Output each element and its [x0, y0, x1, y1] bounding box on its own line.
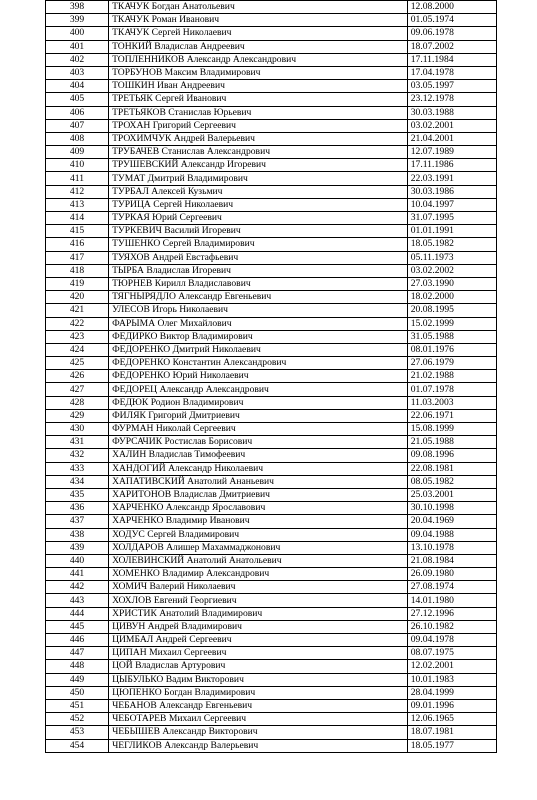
person-name: ХАНДОГИЙ Александр Николаевич [109, 462, 408, 475]
row-number: 406 [46, 106, 109, 119]
person-name: ЦИВУН Андрей Владимирович [109, 620, 408, 633]
person-name: ХАПАТИВСКИЙ Анатолий Ананьевич [109, 475, 408, 488]
row-number: 398 [46, 1, 109, 14]
row-number: 410 [46, 159, 109, 172]
person-name: ЧЕБОТАРЕВ Михаил Сергеевич [109, 713, 408, 726]
row-number: 445 [46, 620, 109, 633]
row-number: 428 [46, 396, 109, 409]
birth-date: 18.05.1982 [407, 238, 496, 251]
table-row [46, 515, 497, 528]
table-row [46, 699, 497, 712]
table-row [46, 185, 497, 198]
table-row [46, 80, 497, 93]
row-number: 424 [46, 343, 109, 356]
birth-date: 09.01.1996 [407, 699, 496, 712]
table-row [46, 304, 497, 317]
table-row [46, 93, 497, 106]
row-number: 434 [46, 475, 109, 488]
person-name: ТЯГНЫРЯДЛО Александр Евгеньевич [109, 291, 408, 304]
birth-date: 03.02.2001 [407, 119, 496, 132]
row-number: 405 [46, 93, 109, 106]
birth-date: 03.05.1997 [407, 80, 496, 93]
person-name: ЦЫБУЛЬКО Вадим Викторович [109, 673, 408, 686]
person-name: ХОЛЕВИНСКИЙ Анатолий Анатольевич [109, 554, 408, 567]
personnel-table [45, 0, 497, 753]
row-number: 447 [46, 647, 109, 660]
row-number: 418 [46, 264, 109, 277]
person-name: ТОРБУНОВ Максим Владимирович [109, 66, 408, 79]
birth-date: 17.11.1986 [407, 159, 496, 172]
row-number: 415 [46, 225, 109, 238]
birth-date: 23.12.1978 [407, 93, 496, 106]
birth-date: 08.07.1975 [407, 647, 496, 660]
person-name: ХАРЧЕНКО Александр Ярославович [109, 502, 408, 515]
table-row [46, 53, 497, 66]
row-number: 419 [46, 277, 109, 290]
birth-date: 22.03.1991 [407, 172, 496, 185]
person-name: ХОМИЧ Валерий Николаевич [109, 581, 408, 594]
table-row [46, 581, 497, 594]
birth-date: 01.05.1974 [407, 14, 496, 27]
person-name: ТУЯХОВ Андрей Евстафьевич [109, 251, 408, 264]
person-name: ЦИМБАЛ Андрей Сергеевич [109, 634, 408, 647]
table-row [46, 238, 497, 251]
table-row [46, 409, 497, 422]
person-name: ТУРКЕВИЧ Василий Игоревич [109, 225, 408, 238]
birth-date: 22.08.1981 [407, 462, 496, 475]
birth-date: 14.01.1980 [407, 594, 496, 607]
birth-date: 30.10.1998 [407, 502, 496, 515]
row-number: 403 [46, 66, 109, 79]
birth-date: 10.01.1983 [407, 673, 496, 686]
birth-date: 12.08.2000 [407, 1, 496, 14]
person-name: ТОПЛЕННИКОВ Александр Александрович [109, 53, 408, 66]
birth-date: 26.10.1982 [407, 620, 496, 633]
row-number: 413 [46, 198, 109, 211]
birth-date: 21.08.1984 [407, 554, 496, 567]
table-row [46, 225, 497, 238]
row-number: 404 [46, 80, 109, 93]
person-name: ЦЮПЕНКО Богдан Владимирович [109, 686, 408, 699]
table-row [46, 594, 497, 607]
person-name: ХРИСТИК Анатолий Владимирович [109, 607, 408, 620]
person-name: ХОЛДАРОВ Алишер Махаммаджонович [109, 541, 408, 554]
person-name: ТУРИЦА Сергей Николаевич [109, 198, 408, 211]
row-number: 423 [46, 330, 109, 343]
birth-date: 30.03.1988 [407, 106, 496, 119]
row-number: 435 [46, 488, 109, 501]
row-number: 453 [46, 726, 109, 739]
birth-date: 21.05.1988 [407, 436, 496, 449]
birth-date: 25.03.2001 [407, 488, 496, 501]
row-number: 432 [46, 449, 109, 462]
row-number: 425 [46, 357, 109, 370]
table-row [46, 132, 497, 145]
row-number: 409 [46, 146, 109, 159]
table-row [46, 462, 497, 475]
table-row [46, 383, 497, 396]
row-number: 431 [46, 436, 109, 449]
person-name: ТКАЧУК Богдан Анатольевич [109, 1, 408, 14]
birth-date: 18.05.1977 [407, 739, 496, 752]
birth-date: 10.04.1997 [407, 198, 496, 211]
row-number: 430 [46, 423, 109, 436]
birth-date: 01.01.1991 [407, 225, 496, 238]
person-name: ТРЕТЬЯК Сергей Иванович [109, 93, 408, 106]
birth-date: 17.04.1978 [407, 66, 496, 79]
person-name: ТОНКИЙ Владислав Андреевич [109, 40, 408, 53]
row-number: 411 [46, 172, 109, 185]
row-number: 437 [46, 515, 109, 528]
row-number: 454 [46, 739, 109, 752]
person-name: ТУРБАЛ Алексей Кузьмич [109, 185, 408, 198]
row-number: 446 [46, 634, 109, 647]
table-row [46, 726, 497, 739]
table-row [46, 528, 497, 541]
table-row [46, 607, 497, 620]
table-row [46, 357, 497, 370]
person-name: ТЫРБА Владислав Игоревич [109, 264, 408, 277]
table-row [46, 370, 497, 383]
table-body [46, 1, 497, 753]
person-name: ТКАЧУК Сергей Николаевич [109, 27, 408, 40]
table-row [46, 660, 497, 673]
person-name: ТРОХИМЧУК Андрей Валерьевич [109, 132, 408, 145]
row-number: 439 [46, 541, 109, 554]
row-number: 414 [46, 212, 109, 225]
table-row [46, 475, 497, 488]
birth-date: 05.11.1973 [407, 251, 496, 264]
person-name: ЧЕБАНОВ Александр Евгеньевич [109, 699, 408, 712]
birth-date: 01.07.1978 [407, 383, 496, 396]
row-number: 452 [46, 713, 109, 726]
row-number: 438 [46, 528, 109, 541]
table-row [46, 396, 497, 409]
person-name: ТРЕТЬЯКОВ Станислав Юрьевич [109, 106, 408, 119]
table-row [46, 66, 497, 79]
person-name: ТРУШЕВСКИЙ Александр Игоревич [109, 159, 408, 172]
row-number: 400 [46, 27, 109, 40]
person-name: ТУШЕНКО Сергей Владимирович [109, 238, 408, 251]
person-name: ЧЕГЛИКОВ Александр Валерьевич [109, 739, 408, 752]
table-row [46, 330, 497, 343]
table-row [46, 172, 497, 185]
birth-date: 09.04.1988 [407, 528, 496, 541]
row-number: 399 [46, 14, 109, 27]
birth-date: 27.06.1979 [407, 357, 496, 370]
table-row [46, 423, 497, 436]
table-row [46, 317, 497, 330]
table-row [46, 343, 497, 356]
birth-date: 11.03.2003 [407, 396, 496, 409]
row-number: 421 [46, 304, 109, 317]
birth-date: 20.08.1995 [407, 304, 496, 317]
birth-date: 15.08.1999 [407, 423, 496, 436]
person-name: ФЕДОРЕНКО Дмитрий Николаевич [109, 343, 408, 356]
row-number: 402 [46, 53, 109, 66]
birth-date: 27.08.1974 [407, 581, 496, 594]
person-name: ХАРИТОНОВ Владислав Дмитриевич [109, 488, 408, 501]
person-name: ТЮРНЕВ Кирилл Владиславович [109, 277, 408, 290]
row-number: 427 [46, 383, 109, 396]
table-row [46, 14, 497, 27]
birth-date: 18.07.1981 [407, 726, 496, 739]
table-row [46, 686, 497, 699]
birth-date: 12.02.2001 [407, 660, 496, 673]
person-name: ФЕДОРЕЦ Александр Александрович [109, 383, 408, 396]
table-row [46, 159, 497, 172]
row-number: 429 [46, 409, 109, 422]
person-name: ХАЛИН Владислав Тимофеевич [109, 449, 408, 462]
birth-date: 20.04.1969 [407, 515, 496, 528]
row-number: 436 [46, 502, 109, 515]
birth-date: 09.08.1996 [407, 449, 496, 462]
row-number: 449 [46, 673, 109, 686]
table-row [46, 40, 497, 53]
table-row [46, 198, 497, 211]
table-row [46, 27, 497, 40]
row-number: 440 [46, 554, 109, 567]
table-row [46, 488, 497, 501]
person-name: ФУРСАЧИК Ростислав Борисович [109, 436, 408, 449]
person-name: ТУРКАЯ Юрий Сергеевич [109, 212, 408, 225]
row-number: 420 [46, 291, 109, 304]
birth-date: 08.05.1982 [407, 475, 496, 488]
person-name: ФЕДОРЕНКО Юрий Николаевич [109, 370, 408, 383]
person-name: УЛЕСОВ Игорь Николаевич [109, 304, 408, 317]
person-name: ФЕДОРЕНКО Константин Александрович [109, 357, 408, 370]
table-row [46, 620, 497, 633]
birth-date: 15.02.1999 [407, 317, 496, 330]
row-number: 433 [46, 462, 109, 475]
row-number: 408 [46, 132, 109, 145]
birth-date: 12.07.1989 [407, 146, 496, 159]
table-row [46, 291, 497, 304]
birth-date: 31.05.1988 [407, 330, 496, 343]
birth-date: 17.11.1984 [407, 53, 496, 66]
person-name: ХОДУС Сергей Владимирович [109, 528, 408, 541]
person-name: ТОШКИН Иван Андреевич [109, 80, 408, 93]
person-name: ФАРЫМА Олег Михайлович [109, 317, 408, 330]
table-row [46, 502, 497, 515]
birth-date: 21.02.1988 [407, 370, 496, 383]
person-name: ФУРМАН Николай Сергеевич [109, 423, 408, 436]
person-name: ФЕДЮК Родион Владимирович [109, 396, 408, 409]
table-row [46, 673, 497, 686]
table-row [46, 739, 497, 752]
birth-date: 30.03.1986 [407, 185, 496, 198]
person-name: ЦОЙ Владислав Артурович [109, 660, 408, 673]
birth-date: 31.07.1995 [407, 212, 496, 225]
person-name: ТРОХАН Григорий Сергеевич [109, 119, 408, 132]
row-number: 417 [46, 251, 109, 264]
row-number: 450 [46, 686, 109, 699]
table-row [46, 634, 497, 647]
birth-date: 09.06.1978 [407, 27, 496, 40]
table-row [46, 277, 497, 290]
person-name: ЦИПАН Михаил Сергеевич [109, 647, 408, 660]
row-number: 422 [46, 317, 109, 330]
table-row [46, 251, 497, 264]
person-name: ФИЛЯК Григорий Дмитриевич [109, 409, 408, 422]
table-row [46, 119, 497, 132]
table-row [46, 554, 497, 567]
birth-date: 27.12.1996 [407, 607, 496, 620]
table-row [46, 436, 497, 449]
person-name: ТРУБАЧЕВ Станислав Александрович [109, 146, 408, 159]
birth-date: 26.09.1980 [407, 568, 496, 581]
birth-date: 27.03.1990 [407, 277, 496, 290]
person-name: ЧЕБЫШЕВ Александр Викторович [109, 726, 408, 739]
birth-date: 13.10.1978 [407, 541, 496, 554]
birth-date: 22.06.1971 [407, 409, 496, 422]
person-name: ХАРЧЕНКО Владимир Иванович [109, 515, 408, 528]
table-row [46, 541, 497, 554]
row-number: 451 [46, 699, 109, 712]
row-number: 442 [46, 581, 109, 594]
birth-date: 21.04.2001 [407, 132, 496, 145]
row-number: 401 [46, 40, 109, 53]
table-row [46, 146, 497, 159]
row-number: 448 [46, 660, 109, 673]
table-row [46, 568, 497, 581]
birth-date: 28.04.1999 [407, 686, 496, 699]
row-number: 444 [46, 607, 109, 620]
row-number: 412 [46, 185, 109, 198]
row-number: 426 [46, 370, 109, 383]
birth-date: 18.02.2000 [407, 291, 496, 304]
person-name: ТУМАТ Дмитрий Владимирович [109, 172, 408, 185]
person-name: ТКАЧУК Роман Иванович [109, 14, 408, 27]
birth-date: 09.04.1978 [407, 634, 496, 647]
table-row [46, 647, 497, 660]
row-number: 443 [46, 594, 109, 607]
table-row [46, 264, 497, 277]
birth-date: 08.01.1976 [407, 343, 496, 356]
row-number: 416 [46, 238, 109, 251]
table-row [46, 713, 497, 726]
table-row [46, 1, 497, 14]
birth-date: 03.02.2002 [407, 264, 496, 277]
table-row [46, 106, 497, 119]
person-name: ХОХЛОВ Евгений Георгиевич [109, 594, 408, 607]
birth-date: 18.07.2002 [407, 40, 496, 53]
person-name: ФЕДИРКО Виктор Владимирович [109, 330, 408, 343]
table-row [46, 212, 497, 225]
birth-date: 12.06.1965 [407, 713, 496, 726]
document-page [45, 0, 497, 753]
table-row [46, 449, 497, 462]
row-number: 441 [46, 568, 109, 581]
row-number: 407 [46, 119, 109, 132]
person-name: ХОМЕНКО Владимир Александрович [109, 568, 408, 581]
